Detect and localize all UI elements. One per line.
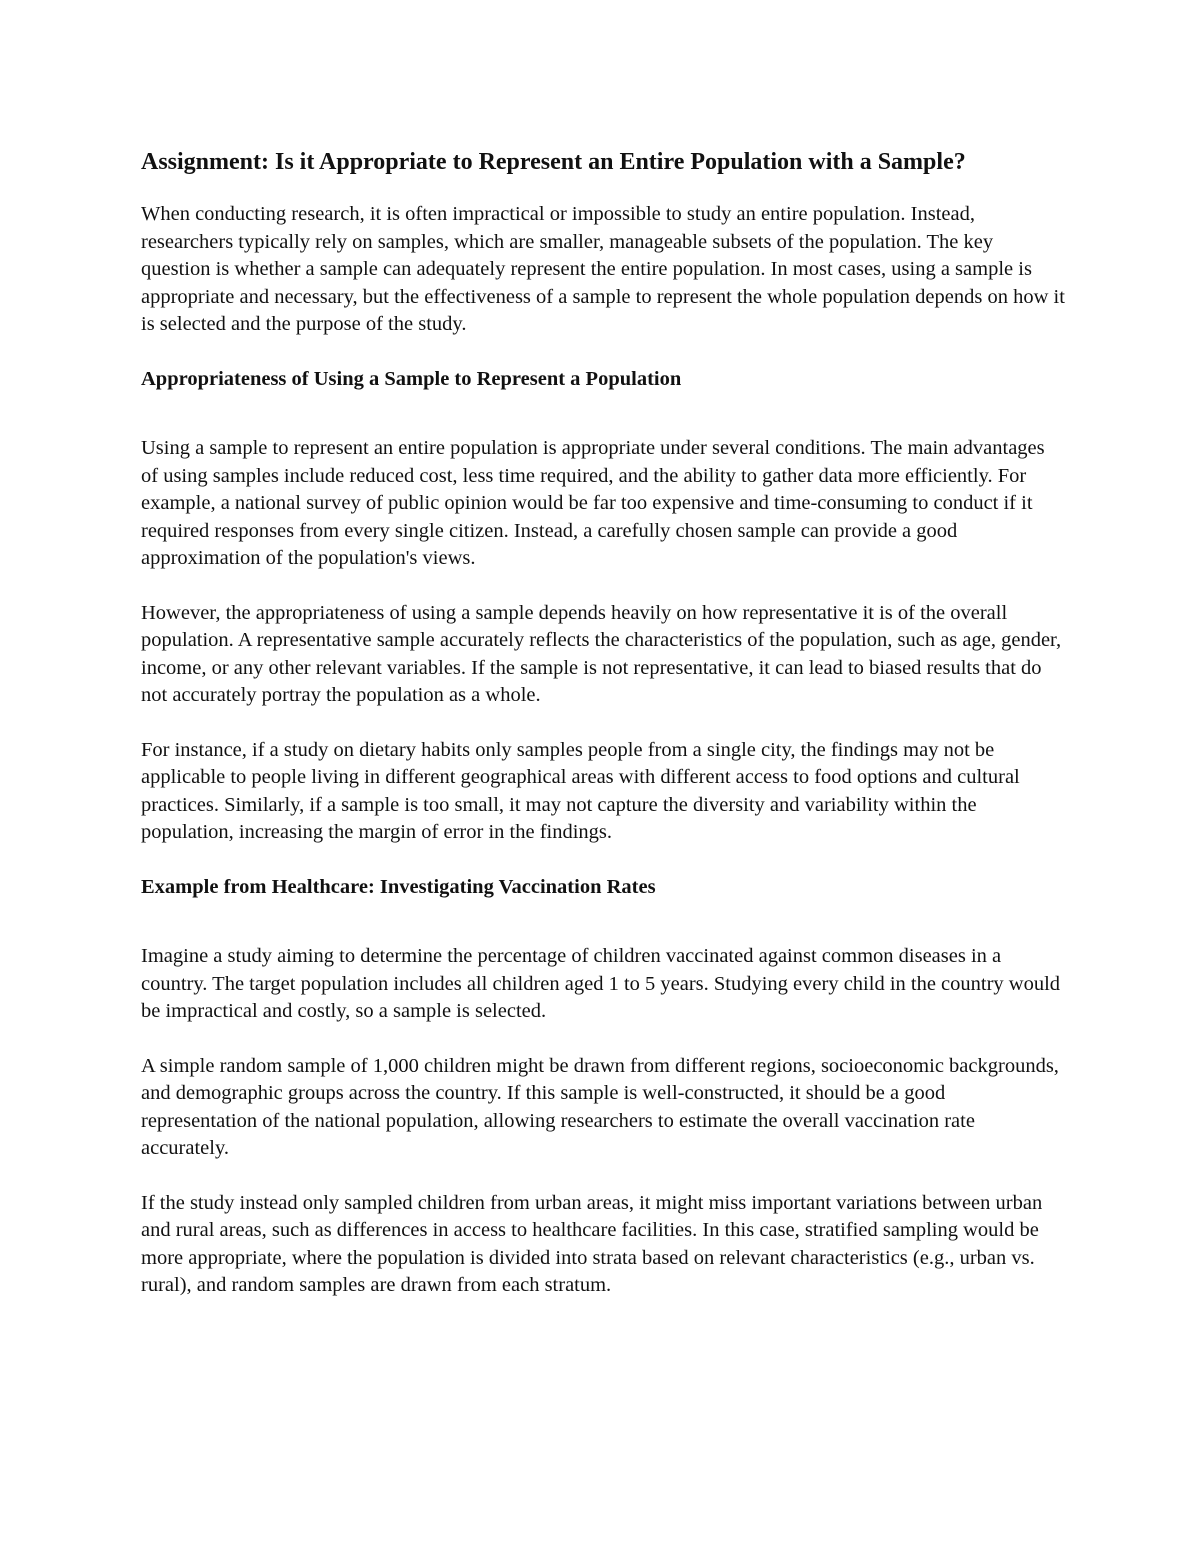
- section-heading-healthcare-example: Example from Healthcare: Investigating Vaccination Rates: [141, 875, 656, 898]
- paragraph: However, the appropriateness of using a sample depends heavily on how representative it is of the overall population. A representative sample accurately reflects the characteristics of the population, such as age, gender, income, or any other relevant variables. If the sample is not representative, it can lead to biased results that do not accurately portray the population as a whole.: [141, 601, 1062, 706]
- section-heading-appropriateness: Appropriateness of Using a Sample to Represent a Population: [141, 367, 682, 390]
- paragraph: Imagine a study aiming to determine the percentage of children vaccinated against common diseases in a country. The target population includes all children aged 1 to 5 years. Studying every child in the country would be impractical and costly, so a sample is selected.: [141, 945, 1061, 1022]
- paragraph: If the study instead only sampled children from urban areas, it might miss important variations between urban and rural areas, such as differences in access to healthcare facilities. In this case, stratified sampling would be more appropriate, where the population is divided into strata based on relevant characteristics (e.g., urban vs. rural), and random samples are drawn from each stratum.: [141, 1191, 1043, 1296]
- intro-paragraph: When conducting research, it is often impractical or impossible to study an entire population. Instead, researchers typically rely on samples, which are smaller, manageable subsets of the population. The key question is whether a sample can adequately represent the entire population. In most cases, using a sample is appropriate and necessary, but the effectiveness of a sample to represent the whole population depends on how it is selected and the purpose of the study.: [141, 203, 1065, 335]
- document-title: Assignment: Is it Appropriate to Represent an Entire Population with a Sample?: [141, 149, 966, 175]
- paragraph: A simple random sample of 1,000 children might be drawn from different regions, socioeconomic backgrounds, and demographic groups across the country. If this sample is well-constructed, it should be a good representation of the national population, allowing researchers to estimate the overall vaccination rate accurately.: [141, 1054, 1059, 1159]
- paragraph: Using a sample to represent an entire population is appropriate under several conditions. The main advantages of using samples include reduced cost, less time required, and the ability to gather data more efficiently. For example, a national survey of public opinion would be far too expensive and time-consuming to conduct if it required responses from every single citizen. Instead, a carefully chosen sample can provide a good approximation of the population's views.: [141, 437, 1045, 569]
- document-page: [141, 138, 1066, 1327]
- paragraph: For instance, if a study on dietary habits only samples people from a single city, the findings may not be applicable to people living in different geographical areas with different access to food options and cultural practices. Similarly, if a sample is too small, it may not capture the diversity and variability within the population, increasing the margin of error in the findings.: [141, 738, 1020, 843]
